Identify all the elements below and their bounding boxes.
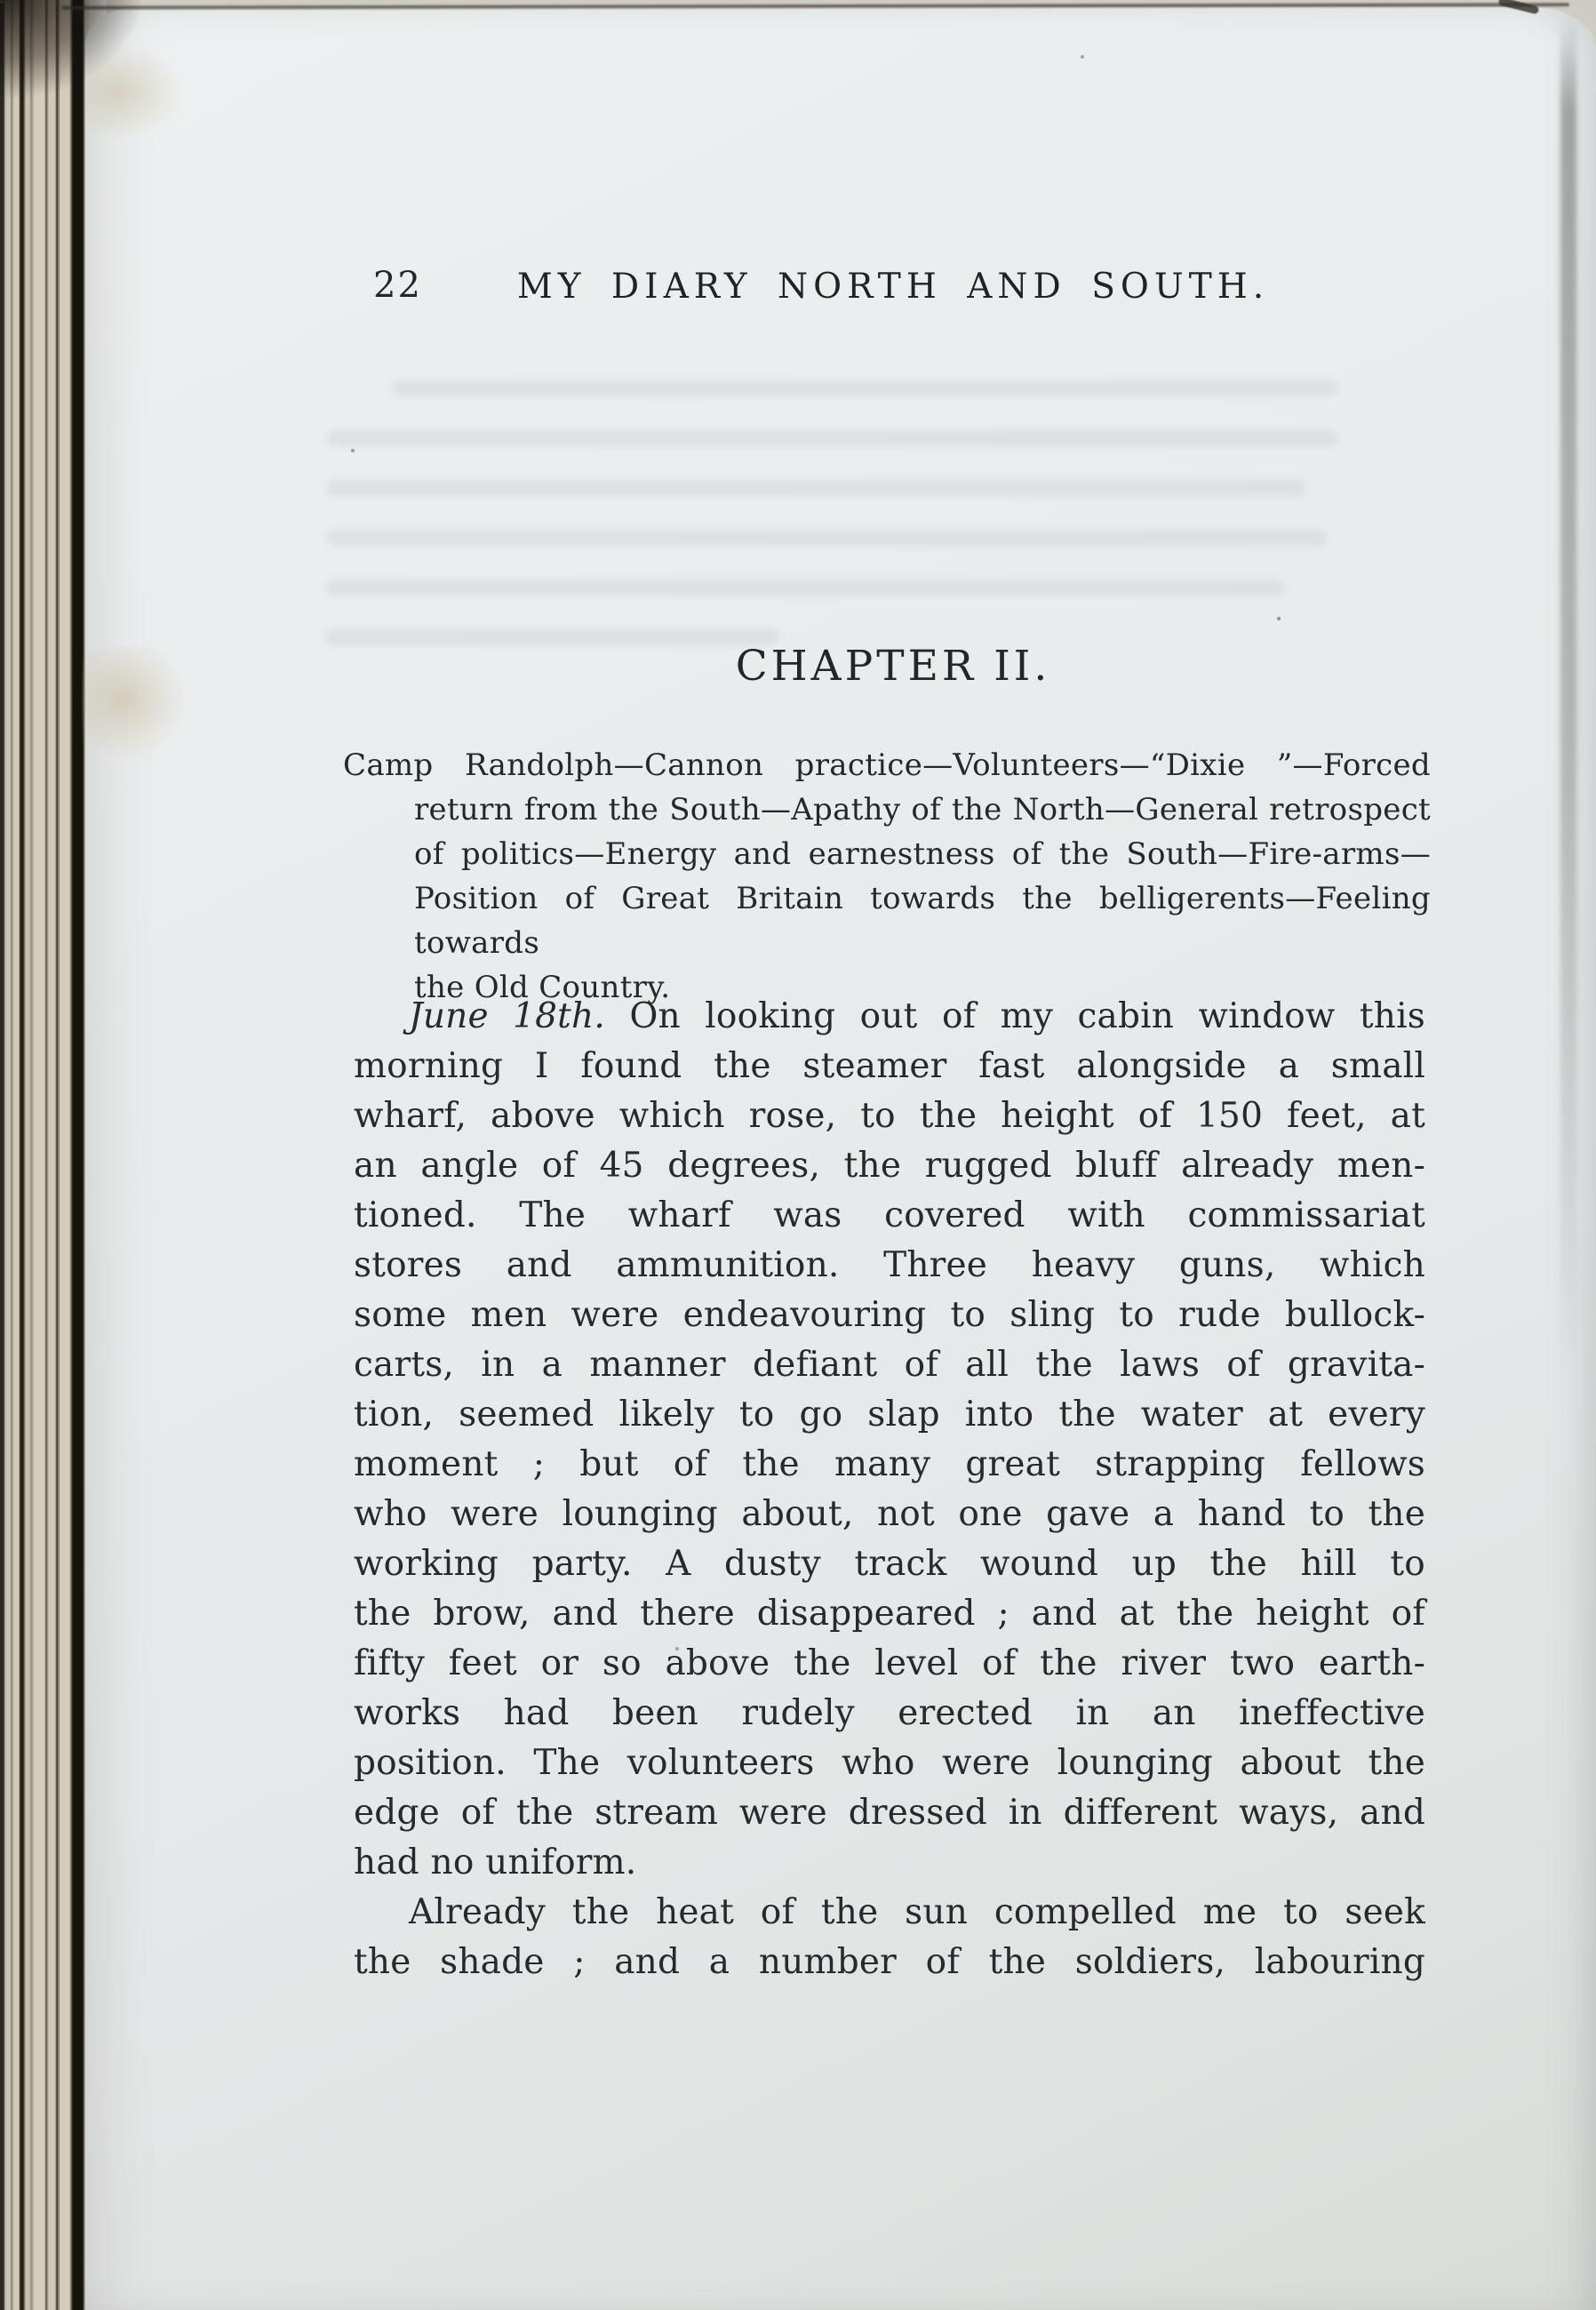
body-line: some men were endeavouring to sling to rude bullock- xyxy=(354,1295,1425,1335)
body-line: working party. A dusty track wound up the hill to xyxy=(354,1544,1425,1584)
summary-line: Position of Great Britain towards the belligerents—Feeling towards xyxy=(414,881,1431,961)
summary-line: return from the South—Apathy of the North—General retrospect xyxy=(414,792,1431,827)
body-line: carts, in a manner defiant of all the laws of gravita- xyxy=(354,1345,1425,1385)
body-line: edge of the stream were dressed in different ways, and xyxy=(354,1793,1425,1833)
paper-stain xyxy=(85,43,183,140)
page-number: 22 xyxy=(373,265,422,306)
body-line: position. The volunteers who were lounging about the xyxy=(354,1743,1425,1783)
body-text xyxy=(354,992,1425,1987)
body-line: had no uniform. xyxy=(354,1842,637,1882)
body-line: tion, seemed likely to go slap into the water at every xyxy=(354,1395,1425,1435)
paper-specks xyxy=(0,0,4,4)
body-line: the shade ; and a number of the soldiers, labouring xyxy=(354,1942,1425,1982)
body-line: who were lounging about, not one gave a hand to the xyxy=(354,1494,1425,1534)
body-line: Already the heat of the sun compelled me to seek xyxy=(409,1892,1425,1932)
running-title: MY DIARY NORTH AND SOUTH. xyxy=(516,267,1270,307)
body-line-text: On looking out of my cabin window this xyxy=(604,996,1425,1036)
body-line: tioned. The wharf was covered with commissariat xyxy=(354,1195,1425,1235)
bleed-through-text xyxy=(327,380,1402,679)
chapter-heading: CHAPTER II. xyxy=(735,642,1051,691)
summary-line: the Old Country. xyxy=(414,970,671,1005)
body-line: works had been rudely erected in an ineffective xyxy=(354,1693,1425,1733)
paragraph-date: June 18th. xyxy=(409,996,605,1036)
chapter-summary xyxy=(343,743,1431,1010)
summary-line: Camp Randolph—Cannon practice—Volunteers—“Dixie ”—Forced xyxy=(343,747,1431,783)
body-line xyxy=(354,992,1425,1042)
body-line: the brow, and there disappeared ; and at the height of xyxy=(354,1594,1425,1634)
body-line: an angle of 45 degrees, the rugged bluff already men- xyxy=(354,1146,1425,1186)
body-line: fifty feet or so above the level of the river two earth- xyxy=(354,1643,1425,1683)
body-line: stores and ammunition. Three heavy guns, which xyxy=(354,1245,1425,1285)
body-line: morning I found the steamer fast alongside a small xyxy=(354,1046,1425,1086)
summary-line: of politics—Energy and earnestness of the South—Fire-arms— xyxy=(414,836,1431,872)
paper-stain xyxy=(82,647,188,763)
body-line: moment ; but of the many great strapping fellows xyxy=(354,1444,1425,1484)
body-line: wharf, above which rose, to the height of 150 feet, at xyxy=(354,1096,1425,1136)
gutter-shadow xyxy=(1560,16,1576,1367)
